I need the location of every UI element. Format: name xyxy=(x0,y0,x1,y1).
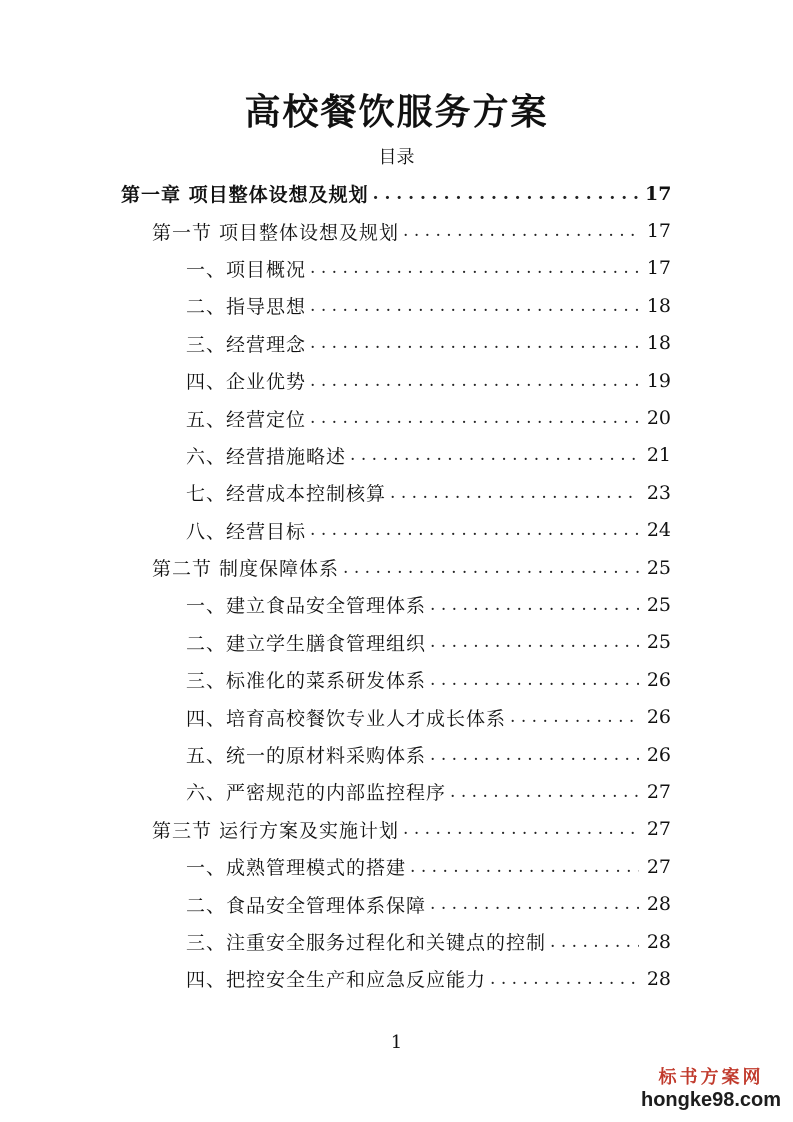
toc-dot-leader xyxy=(510,707,639,727)
toc-dot-leader xyxy=(490,969,639,989)
toc-entry[interactable] xyxy=(0,848,793,885)
toc-dot-leader xyxy=(373,184,639,204)
toc-entry[interactable] xyxy=(0,474,793,511)
toc-entry-label: 三、注重安全服务过程化和关键点的控制 xyxy=(186,932,547,954)
toc-entry-page: 27 xyxy=(646,780,671,803)
toc-entry[interactable] xyxy=(0,811,793,848)
toc-entry[interactable] xyxy=(0,885,793,922)
toc-entry-label: 一、建立食品安全管理体系 xyxy=(186,595,427,618)
toc-entry[interactable] xyxy=(0,773,793,810)
toc-entry-page: 23 xyxy=(646,481,671,504)
toc-entry[interactable] xyxy=(0,175,793,212)
toc-dot-leader xyxy=(550,932,639,952)
watermark-url-text: hongke98.com xyxy=(641,1089,782,1111)
table-of-contents xyxy=(0,175,793,998)
toc-entry[interactable] xyxy=(0,437,793,474)
toc-dot-leader xyxy=(430,894,639,914)
toc-entry-page: 27 xyxy=(646,855,671,878)
toc-entry[interactable] xyxy=(0,661,793,698)
toc-entry[interactable] xyxy=(0,325,793,362)
toc-entry-label: 七、经营成本控制核算 xyxy=(186,483,387,506)
toc-entry-label: 四、企业优势 xyxy=(186,371,307,394)
toc-entry[interactable] xyxy=(0,960,793,997)
toc-entry-page: 26 xyxy=(646,668,671,691)
toc-entry-page: 25 xyxy=(646,556,671,579)
page-number: 1 xyxy=(390,1032,403,1053)
toc-entry-page: 28 xyxy=(646,893,671,916)
toc-entry-page: 18 xyxy=(646,294,671,317)
toc-entry-label: 第二节 制度保障体系 xyxy=(152,558,340,581)
toc-entry-page: 21 xyxy=(646,444,671,467)
toc-entry[interactable] xyxy=(0,624,793,661)
toc-entry-label: 三、经营理念 xyxy=(186,333,307,356)
toc-dot-leader xyxy=(410,857,639,877)
document-title: 高校餐饮服务方案 xyxy=(244,91,549,133)
toc-dot-leader xyxy=(430,632,639,652)
toc-dot-leader xyxy=(390,483,639,503)
toc-entry-label: 一、项目概况 xyxy=(186,258,307,281)
toc-dot-leader xyxy=(350,445,639,465)
watermark-cn-text: 标书方案网 xyxy=(658,1067,764,1087)
toc-entry[interactable] xyxy=(0,586,793,623)
toc-entry-page: 28 xyxy=(646,930,671,953)
toc-entry-page: 20 xyxy=(646,407,671,430)
toc-entry-label: 一、成熟管理模式的搭建 xyxy=(186,857,407,880)
toc-dot-leader xyxy=(430,745,639,765)
toc-entry-label: 八、经营目标 xyxy=(186,520,307,543)
toc-entry[interactable] xyxy=(0,923,793,960)
toc-dot-leader xyxy=(450,782,639,802)
toc-heading: 目录 xyxy=(378,147,415,168)
toc-dot-leader xyxy=(343,558,639,578)
toc-entry[interactable] xyxy=(0,736,793,773)
toc-entry-label: 第三节 运行方案及实施计划 xyxy=(152,819,400,842)
toc-dot-leader xyxy=(403,221,639,241)
toc-entry-page: 17 xyxy=(646,257,671,280)
toc-entry-label: 四、培育高校餐饮专业人才成长体系 xyxy=(186,707,507,730)
toc-dot-leader xyxy=(310,408,639,428)
toc-entry-page: 26 xyxy=(646,706,671,729)
toc-dot-leader xyxy=(310,520,639,540)
toc-dot-leader xyxy=(310,258,639,278)
toc-entry-page: 17 xyxy=(646,220,671,243)
toc-entry-label: 二、食品安全管理体系保障 xyxy=(186,894,427,917)
toc-entry-page: 25 xyxy=(646,593,671,616)
toc-entry-label: 四、把控安全生产和应急反应能力 xyxy=(186,969,487,992)
toc-entry-label: 五、经营定位 xyxy=(186,408,307,431)
toc-entry-page: 24 xyxy=(646,519,671,542)
toc-entry-page: 18 xyxy=(646,332,671,355)
toc-entry-label: 二、指导思想 xyxy=(186,296,307,319)
toc-dot-leader xyxy=(310,371,639,391)
toc-entry[interactable] xyxy=(0,287,793,324)
toc-dot-leader xyxy=(403,819,639,839)
toc-entry-page: 19 xyxy=(646,369,671,392)
toc-entry-label: 第一节 项目整体设想及规划 xyxy=(152,221,400,244)
toc-entry-page: 26 xyxy=(646,743,671,766)
toc-dot-leader xyxy=(430,595,639,615)
toc-entry[interactable] xyxy=(0,549,793,586)
toc-entry-label: 六、严密规范的内部监控程序 xyxy=(186,782,447,805)
toc-entry-label: 三、标准化的菜系研发体系 xyxy=(186,670,427,693)
toc-entry-label: 二、建立学生膳食管理组织 xyxy=(186,632,427,655)
toc-entry-page: 28 xyxy=(646,967,671,990)
toc-entry-label: 六、经营措施略述 xyxy=(186,445,347,468)
toc-entry-page: 27 xyxy=(646,818,671,841)
toc-dot-leader xyxy=(310,296,639,316)
toc-entry-page: 25 xyxy=(646,631,671,654)
watermark-logo xyxy=(641,1066,781,1112)
toc-entry-page: 17 xyxy=(645,182,672,205)
toc-entry-label: 第一章 项目整体设想及规划 xyxy=(121,184,369,207)
toc-entry[interactable] xyxy=(0,250,793,287)
toc-entry[interactable] xyxy=(0,212,793,249)
toc-entry-label: 五、统一的原材料采购体系 xyxy=(186,745,427,768)
toc-entry[interactable] xyxy=(0,399,793,436)
toc-entry[interactable] xyxy=(0,362,793,399)
toc-entry[interactable] xyxy=(0,512,793,549)
toc-dot-leader xyxy=(430,670,639,690)
toc-dot-leader xyxy=(310,333,639,353)
toc-entry[interactable] xyxy=(0,698,793,735)
